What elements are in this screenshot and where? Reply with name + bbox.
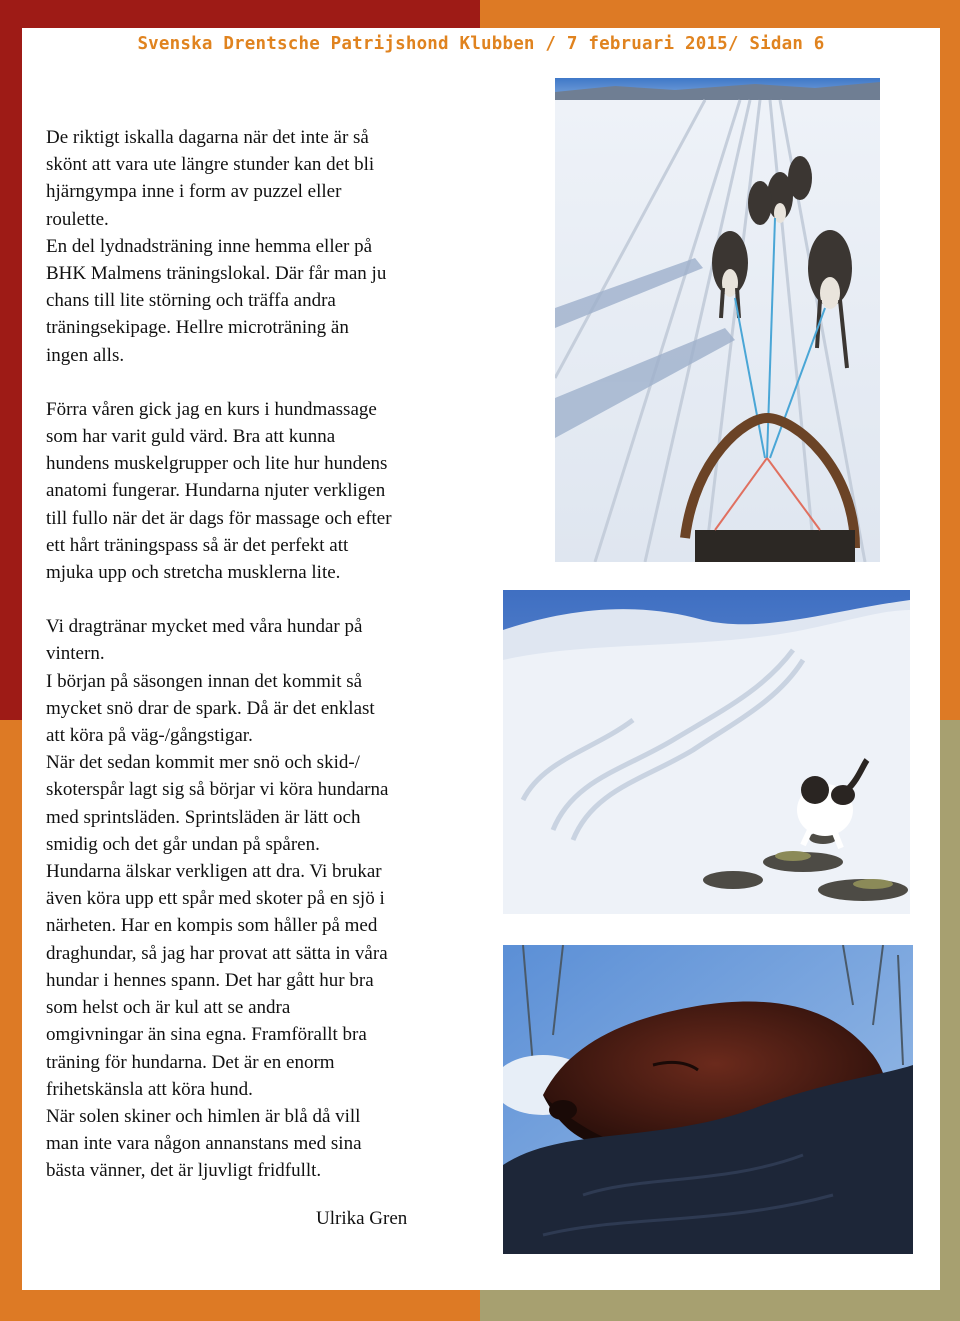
text-line: vintern. <box>46 643 105 665</box>
text-line: mycket snö drar de spark. Då är det enklast <box>46 697 375 719</box>
text-line: Hundarna älskar verkligen att dra. Vi brukar <box>46 861 382 883</box>
text-line: frihetskänsla att köra hund. <box>46 1078 253 1100</box>
text-line: Vi dragtränar mycket med våra hundar på <box>46 616 363 638</box>
text-line: hjärngympa inne i form av puzzel eller <box>46 181 342 203</box>
frame-left-bottom <box>0 720 22 1321</box>
frame-left-top <box>0 28 22 720</box>
text-line: som har varit guld värd. Bra att kunna <box>46 426 336 448</box>
text-line: ett hårt träningspass så är det perfekt att <box>46 534 349 556</box>
text-line: bästa vänner, det är ljuvligt fridfullt. <box>46 1160 322 1182</box>
text-line: I början på säsongen innan det kommit så <box>46 670 363 692</box>
frame-right-top <box>940 28 960 720</box>
text-line: mjuka upp och stretcha musklerna lite. <box>46 562 341 584</box>
signature: Ulrika Gren <box>316 1208 408 1229</box>
paragraph-3 <box>46 613 466 1184</box>
text-line: man inte vara någon annanstans med sina <box>46 1133 362 1155</box>
text-line: roulette. <box>46 208 109 230</box>
text-line: ingen alls. <box>46 344 125 366</box>
frame-top-right <box>480 0 960 28</box>
text-line: närheten. Har en kompis som håller på med <box>46 915 378 937</box>
text-line: skönt att vara ute längre stunder kan det bli <box>46 154 375 176</box>
dog-closeup-photo <box>503 945 913 1254</box>
frame-bottom-right <box>480 1290 960 1321</box>
text-line: med sprintsläden. Sprintsläden är lätt och <box>46 806 361 828</box>
frame-right-bottom <box>940 720 960 1321</box>
paragraph-1 <box>46 124 466 369</box>
text-line: De riktigt iskalla dagarna när det inte är så <box>46 127 369 148</box>
text-line: träningsekipage. Hellre microträning än <box>46 317 349 339</box>
text-line: draghundar, så jag har provat att sätta in våra <box>46 942 388 964</box>
text-line: En del lydnadsträning inne hemma eller på <box>46 235 373 257</box>
text-line: hundens muskelgrupper och lite hur hundens <box>46 453 388 475</box>
text-line: BHK Malmens träningslokal. Där får man ju <box>46 263 387 285</box>
paragraph-2 <box>46 396 466 586</box>
frame-top-left <box>0 0 480 28</box>
text-line: Förra våren gick jag en kurs i hundmassage <box>46 398 377 420</box>
text-line: även köra upp ett spår med skoter på en sjö i <box>46 888 385 910</box>
dog-sled-team-photo <box>555 78 880 562</box>
dog-running-in-snow-photo <box>503 590 910 914</box>
text-line: smidig och det går undan på spåren. <box>46 833 320 855</box>
text-line: hundar i hennes spann. Det har gått hur bra <box>46 969 374 991</box>
text-line: omgivningar än sina egna. Framförallt bra <box>46 1024 367 1046</box>
text-line: som helst och är kul att se andra <box>46 997 291 1019</box>
text-line: träning för hundarna. Det är en enorm <box>46 1051 335 1073</box>
text-line: till fullo när det är dags för massage och efter <box>46 507 392 529</box>
text-line: När det sedan kommit mer snö och skid-/ <box>46 752 360 774</box>
page-header: Svenska Drentsche Patrijshond Klubben / 7 februari 2015/ Sidan 6 <box>137 34 825 54</box>
text-line: chans till lite störning och träffa andra <box>46 290 336 312</box>
text-line: anatomi fungerar. Hundarna njuter verkligen <box>46 480 386 502</box>
text-line: När solen skiner och himlen är blå då vill <box>46 1105 361 1127</box>
text-line: skoterspår lagt sig så börjar vi köra hundarna <box>46 779 389 801</box>
text-line: att köra på väg-/gångstigar. <box>46 725 253 747</box>
frame-bottom-left <box>0 1290 480 1321</box>
article-body <box>46 124 466 1185</box>
